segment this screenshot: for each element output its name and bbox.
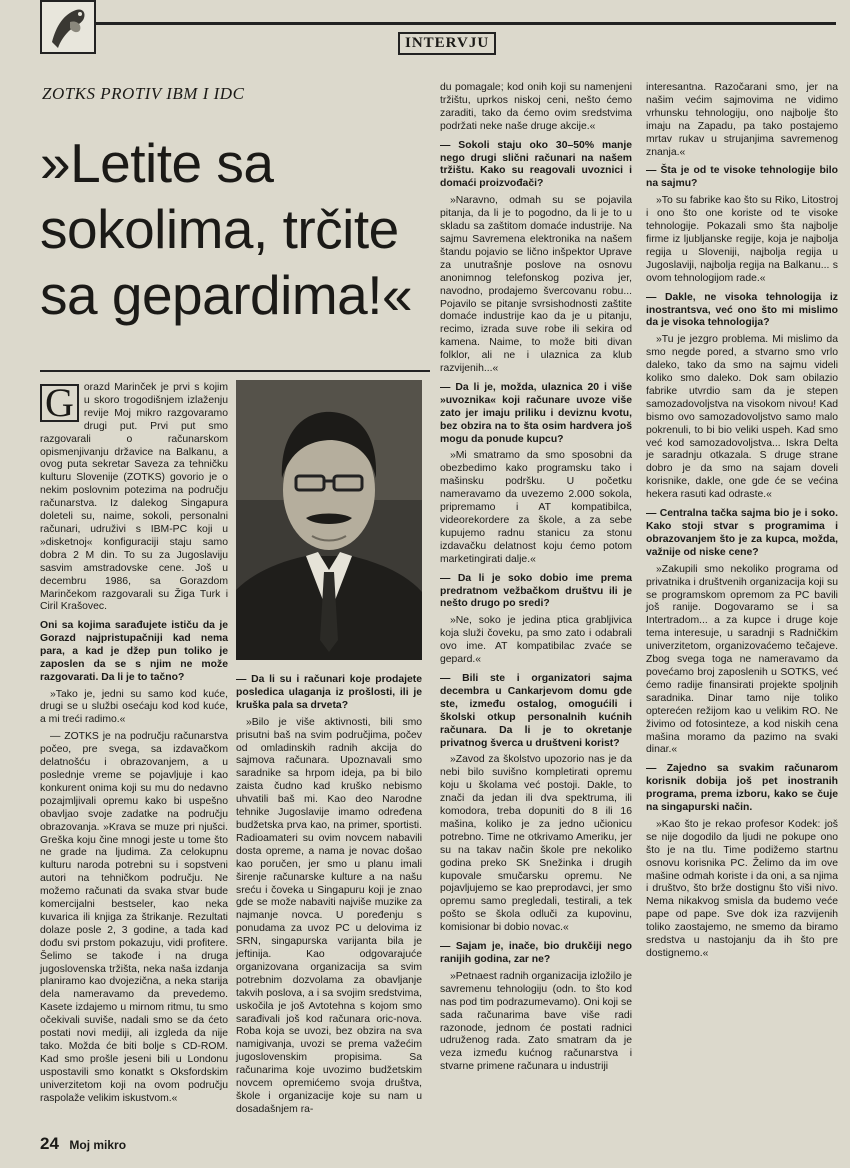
bird-logo-icon (42, 2, 94, 52)
answer-6: »Zavod za školstvo upozorio nas je da nebi bilo suvišno kompletirati opremu koju u školama već postoji. Dakle, to znači da jedan ili dva spektruma, ili komodora, treba dopuniti do 8 ili 16 mašina, koliko je za jedno učionicu potrebno. Time ne otkrivamo Ameriku, jer su na takav način škole pre nekoliko godina preko SK Snežinka i drugih kupovale smučarsku opremu. Ne pojavljujemo se kao preprodavci, jer smo opremu samo pregledali, testirali, a tek pošto se škola odluči za kupovinu, komisionar bi dobio novac.« (440, 754, 632, 934)
column-3 (440, 82, 632, 1112)
intro-paragraph: orazd Marinček je prvi s kojim u skoro trogodišnjem izlaženju revije Moj mikro razgovaramo drugi put. Prvi put smo razgovarali o računarskom opismenjivanju državice na Balkanu, a ovog puta sekretar Saveza za tehničku kulturu Slovenije (ZOTKS) govorio je o nekim poslovnim potezima na području računarstva. Iz dalekog Singapura doleteli su, naime, sokoli, personalni računari, udruživi s IBM-PC koji u »disketnoj« konfiguraciji staju samo dobra 2 M din. To su za Jugoslaviju sasvim amstradovske cene. Još u decembru 1986, sa Gorazdom Marinčekom razgovarali su Žiga Turk i Ciril Krašovec. (40, 382, 228, 613)
answer-2: »Bilo je više aktivnosti, bili smo prisutni baš na svim područjima, počev od omladinskih radnih akcija do sajmova računara. Upoznavali smo saradnike sa hrpom ideja, pa bi bilo zaista čudno kad kruško nebismo uhvatili baš mi. Kao deo Narodne tehnike Jugoslavije imamo određena budžetska prva kao, na primer, sportisti. Radioamateri su ovim novcem nabavili dosta opreme, a nama je novac došao kao poručen, jer smo u planu imali širenje računarske kulture a na našu sreću i čoveka u Singapuru koji je znao gde se može nabaviti najviše muzike za najmanje novca. U poređenju s ponudama za uvoz PC u delovima iz SRN, singapurska varijanta bila je jeftinija. Kao odgovarajuće organizovana organizacija sa svim potrebnim dozvolama za obavljanje takvih poslova, a i sa svojim sredstvima, uskočila je još Avtotehna s kojom smo sarađivali još kod računara oric-nova. Roba koja se uvozi, bez obzira na sva namigivanja, uvozi se prema važećim jugoslovenskim propisima. Sa računarima koje uvozimo budžetskim novcem opremićemo svoja društva, škole i organizacije koje su nam u dosadašnjem ra- (236, 716, 422, 1115)
column-1-bottom (40, 614, 228, 1106)
column-3-continuation: du pomagale; kod onih koji su namenjeni tržištu, uprkos niskoj ceni, nešto ćemo zaraditi, tako da ćemo ovim sredstvima podržati neke naše druge akcije.« (440, 82, 632, 132)
answer-3: »Naravno, odmah su se pojavila pitanja, da li je to pogodno, da li je to u skladu sa zaštitom domaće industrije. Na sajmu Savremena elektronika na našem štandu pojavio se lično inšpektor Uprave za unutrašnje poslove na osnovu anonimnog telefonskog poziva jer, navodno, prodajemo švercovanu robu... Pojavilo se pitanje svrsishodnosti zaštite domaće industrije kao da je u pitanju, recimo, izrada suve robe ili sekira od kamena. Naime, to može biti divan folklor, ali ne i ulaznica za klub razvijenih...« (440, 195, 632, 375)
answer-1-continued: — ZOTKS je na području računarstva počeo, pre svega, sa izdavačkom delatnošću i obrazovanjem, a u poslednje vreme se pojavljuje i kao konkurent onima koji su mu do nedavno pozajmljivali opremu kako bi uspešno obavljao svoje zadatke na području obrazovanja. »Krava se muze pri njušci. Greška koju čine mnogi jeste u tome što ne grade na ljudima. Za celokupnu kulturu naroda potrebni su i sopstveni autori na tehničkom području. Ne možemo računati da svaka stvar bude komercijalni bestseler, kao neka kuvarica ili knjiga za štrikanje. Rezultati dolaze posle 2, 3 godine, a tada kad dođu svi prstom pokazuju, vidi profitere. Šelimo se takođe i na druga jugoslovenska tržišta, neka naša izdanja planiramo kao dvojezična, a neka starija dela nameravamo da prevedemo. Kasete izdajemo u mirnom ritmu, tu smo očekivali suviše, nadali smo se da ćeto postati novi mediji, ali izgleda da nije tako. Možda će biti bolje s CD-ROM. Kad smo prošle jeseni bili u Londonu uspostavili smo konatkt s Oksfordskim univerzitetom koji na ovom području raspolaže velikim iskustvom.« (40, 731, 228, 1104)
article-kicker: ZOTKS PROTIV IBM I IDC (42, 84, 245, 103)
drop-cap: G (40, 384, 79, 422)
question-3: — Sokoli staju oko 30–50% manje nego drugi slični računari na našem tržištu. Kako su reagovali uvoznici i domaći proizvođači? (440, 139, 632, 190)
column-4 (646, 82, 838, 1102)
page-number: 24 (40, 1134, 59, 1153)
question-9: — Dakle, ne visoka tehnologija iz inostrantsva, već ono što mi mislimo da je visoka tehnologija? (646, 291, 838, 329)
portrait-image (236, 380, 422, 660)
answer-4: »Mi smatramo da smo sposobni da obezbedimo kako programsku tako i mašinsku podršku. U početku nameravamo da uvezemo 2.000 sokola, pripremamo i AT kompatibilca, videorekordere za škole, a za sebe kupujemo radnu stanicu za stonu izdavačku delatnost koju ćemo potom marketingirati dalje.« (440, 450, 632, 565)
answer-11: »Kao što je rekao profesor Kodek: još se nije dogodilo da ljudi ne pokupe ono što je na tlu. Time podižemo startnu osnovu korisnika PC. Želimo da im ove mašine odmah koriste i da oni, a sa njima i društvo, što brže dostignu što viši nivo. Nema nikakvog smisla da budemo veće pape od pape. Sve dok iza razvijenih toliko zaostajemo, ne smemo da biramo sredstva u nastojanju da ih što pre dostignemo.« (646, 818, 838, 959)
answer-10: »Zakupili smo nekoliko programa od privatnika i društvenih organizacija koji su se programskom opremom za PC bavili još ranije. Dogovaramo se i sa Intertradom... a za kupce i druge koje tema interesuje, u saradnji s Radničkim univerzitetom, organizovaćemo tečajeve. Zbog svega toga ne nameravamo da povećamo broj zaposlenih u SOTKS, već ćemo radije finansirati projekte spoljnih saradnika. Dinar tamo nije toliko opterećen režijom kao u velikim RO. Ne živimo od fotosinteze, a kod niskih cena mašina moramo da pazimo na svaki dinar.« (646, 563, 838, 756)
answer-8: »To su fabrike kao što su Riko, Litostroj i ono što one koriste od te visoke tehnologije. Pokazali smo šta najbolje firme iz ljubljanske regije, koja je najbolja regija u Sloveniji, najbolja regija u Jugoslaviji, najbolja regija na Balkanu... s ovom tehnologijom rade.« (646, 195, 838, 284)
question-8: — Šta je od te visoke tehnologije bilo na sajmu? (646, 165, 838, 190)
headline-rule (40, 370, 430, 372)
question-7: — Sajam je, inače, bio drukčiji nego ranijih godina, zar ne? (440, 941, 632, 965)
column-2 (236, 668, 422, 1115)
magazine-name: Moj mikro (69, 1138, 127, 1152)
column-4-continuation: interesantna. Razočarani smo, jer na našim većim sajmovima ne vidimo vrhunsku tehnologiju, ono najbolje što imaju na Zapadu, pa tako postajemo mrtav rukav u strujanjima savremenog znanja.« (646, 82, 838, 158)
section-tag: INTERVJU (398, 32, 496, 55)
header-rule (96, 22, 836, 25)
question-10: — Centralna tačka sajma bio je i soko. Kako stoji stvar s programima i obrazovanjem što je za kupca, možda, važnije od niske cene? (646, 508, 838, 558)
question-2: — Da li su i računari koje prodajete posledica ulaganja iz prošlosti, ili je kruška pala sa drveta? (236, 674, 422, 711)
answer-7: »Petnaest radnih organizacija izložilo je savremenu tehnologiju (odn. to što kod nas pod tim podrazumevamo). Oni koji se sada računarima bave više radi razonode, jednom će postati radnici udruženog rada. Zato smatram da je veza između kućnog računarstva i stvarne primene računara u industriji (440, 970, 632, 1073)
question-6: — Bili ste i organizatori sajma decembra u Cankarjevom domu gde ste, između ostalog, omogućili i školski otkup personalnih kućnih računara. Da li je to okretanje privatnog šverca u društveni korist? (440, 672, 632, 749)
answer-1: »Tako je, jedni su samo kod kuće, drugi se u službi osećaju kod kod kuće, a mi treći radimo.« (40, 688, 228, 726)
question-4: — Da li je, možda, ulaznica 20 i više »uvoznika« koji računare uvoze više zato jer imaju priliku i deviznu kvotu, bez obzira na to šta osim hardvera još mogu da ponude kupcu? (440, 381, 632, 445)
answer-5: »Ne, soko je jedina ptica grabljivica koja služi čoveku, pa smo zato i odabrali ovo ime. AT kompatibilac zvaće se gepard.« (440, 615, 632, 666)
page-footer (40, 1134, 126, 1154)
article-headline: »Letite sa sokolima, trčite sa gepardima!« (40, 132, 413, 326)
question-11: — Zajedno sa svakim računarom korisnik dobija još pet inostranih programa, prema izboru, kako se čuje na singapurski način. (646, 763, 838, 814)
magazine-logo (40, 0, 96, 54)
question-5: — Da li je soko dobio ime prema predratnom vežbačkom društvu ili je nešto drugo po sredi? (440, 572, 632, 610)
portrait-photo (236, 380, 422, 660)
question-1: Oni sa kojima sarađujete ističu da je Gorazd najpristupačniji kad nema para, a kad je džep pun toliko je zaposlen da se s njim ne može razgovarati. Da li je to tačno? (40, 620, 228, 683)
answer-9: »Tu je jezgro problema. Mi mislimo da smo negde pored, a stvarno smo vrlo daleko, tako da smo na sajmu videli koliko smo daleko. Dok sam obilazio fabrike utvrdio sam da je stepen samozadovoljstva na visokom nivou! Kad bismo ovo samozadovoljstvo samo malo pokrenuli, to bi bio veliki uspeh. Kad smo već kod samozadovoljstva... Iskra Delta je saradnju otkazala. S druge strane dobro je da smo na sajam doveli korisnike, dakle, one gde će se većina hekera rasuti kad odraste.« (646, 334, 838, 501)
column-1-top (40, 382, 228, 615)
